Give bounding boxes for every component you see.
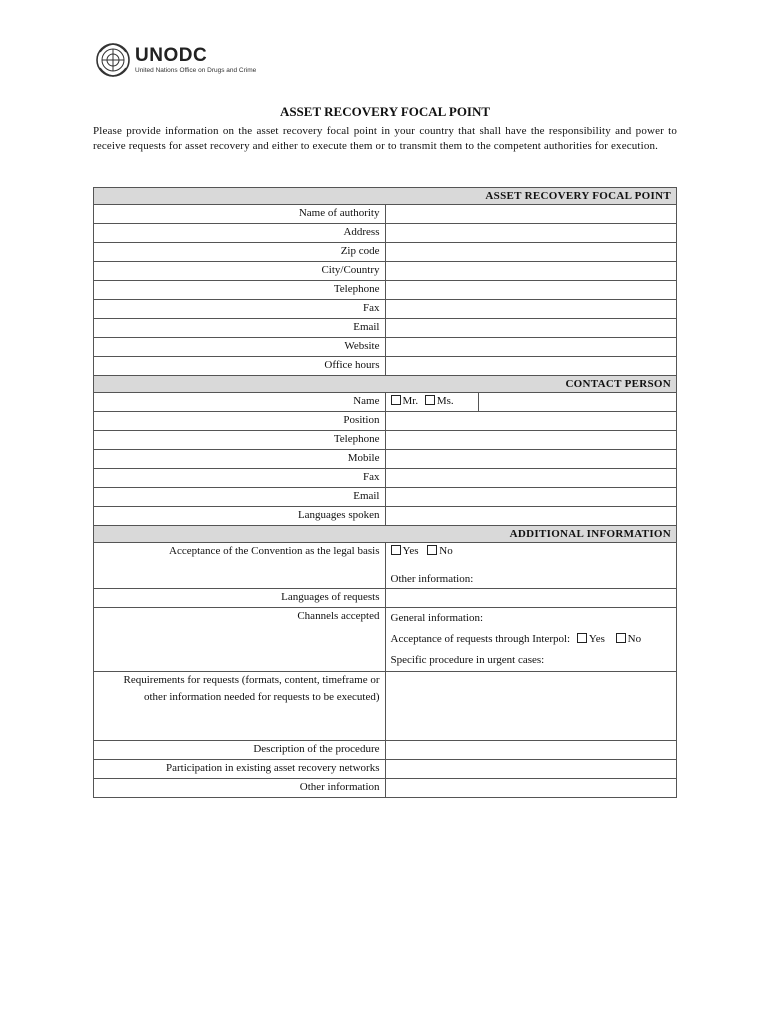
form-row bbox=[94, 450, 677, 469]
field-label: Email bbox=[94, 488, 386, 507]
address-field[interactable] bbox=[385, 224, 677, 243]
field-label: Participation in existing asset recovery networks bbox=[94, 760, 386, 779]
name-of-authority-field[interactable] bbox=[385, 205, 677, 224]
contact-fax-field[interactable] bbox=[385, 469, 677, 488]
field-label: Website bbox=[94, 338, 386, 357]
acceptance-options bbox=[391, 543, 672, 560]
mr-label: Mr. bbox=[402, 395, 419, 407]
field-label: Position bbox=[94, 412, 386, 431]
form-row bbox=[94, 543, 677, 589]
ms-checkbox[interactable] bbox=[425, 395, 435, 405]
form-row bbox=[94, 412, 677, 431]
telephone-field[interactable] bbox=[385, 281, 677, 300]
field-label: Acceptance of the Convention as the legal basis bbox=[94, 543, 386, 589]
document-title: ASSET RECOVERY FOCAL POINT bbox=[279, 104, 491, 119]
form-row bbox=[94, 589, 677, 608]
field-label: Office hours bbox=[94, 357, 386, 376]
form-row bbox=[94, 319, 677, 338]
section-header-contact-person: CONTACT PERSON bbox=[94, 376, 677, 393]
form-row bbox=[94, 243, 677, 262]
field-label: Email bbox=[94, 319, 386, 338]
contact-email-field[interactable] bbox=[385, 488, 677, 507]
interpol-no-checkbox[interactable] bbox=[616, 633, 626, 643]
channels-cell bbox=[385, 608, 677, 672]
form-row bbox=[94, 393, 677, 412]
city-country-field[interactable] bbox=[385, 262, 677, 281]
section-header-additional-information: ADDITIONAL INFORMATION bbox=[94, 526, 677, 543]
contact-name-cell bbox=[385, 393, 677, 412]
un-emblem-icon bbox=[95, 42, 131, 78]
field-label: Telephone bbox=[94, 431, 386, 450]
focal-point-form bbox=[93, 187, 677, 798]
form-row bbox=[94, 300, 677, 319]
yes-label: Yes bbox=[402, 545, 419, 557]
form-row bbox=[94, 741, 677, 760]
contact-telephone-field[interactable] bbox=[385, 431, 677, 450]
form-row bbox=[94, 357, 677, 376]
yes-label: Yes bbox=[588, 633, 605, 645]
field-label: Name of authority bbox=[94, 205, 386, 224]
field-label: Fax bbox=[94, 469, 386, 488]
languages-of-requests-field[interactable] bbox=[385, 589, 677, 608]
form-row bbox=[94, 672, 677, 741]
unodc-logo bbox=[95, 42, 256, 78]
office-hours-field[interactable] bbox=[385, 357, 677, 376]
interpol-line bbox=[391, 629, 672, 650]
field-label: Zip code bbox=[94, 243, 386, 262]
form-row bbox=[94, 507, 677, 526]
org-subtitle: United Nations Office on Drugs and Crime bbox=[135, 66, 257, 74]
fax-field[interactable] bbox=[385, 300, 677, 319]
form-row bbox=[94, 338, 677, 357]
other-information-label: Other information: bbox=[390, 573, 474, 585]
form-row bbox=[94, 488, 677, 507]
form-row bbox=[94, 205, 677, 224]
zip-code-field[interactable] bbox=[385, 243, 677, 262]
form-row bbox=[94, 281, 677, 300]
requirements-field[interactable] bbox=[385, 672, 677, 741]
form-row bbox=[94, 224, 677, 243]
acceptance-yes-checkbox[interactable] bbox=[391, 545, 401, 555]
email-field[interactable] bbox=[385, 319, 677, 338]
field-label: Other information bbox=[94, 779, 386, 798]
specific-procedure-label: Specific procedure in urgent cases: bbox=[390, 654, 545, 666]
interpol-label: Acceptance of requests through Interpol: bbox=[390, 633, 571, 645]
ms-label: Ms. bbox=[436, 395, 454, 407]
form-row bbox=[94, 469, 677, 488]
description-field[interactable] bbox=[385, 741, 677, 760]
field-label: Address bbox=[94, 224, 386, 243]
org-name: UNODC bbox=[135, 44, 208, 66]
field-label: Channels accepted bbox=[94, 608, 386, 672]
participation-field[interactable] bbox=[385, 760, 677, 779]
field-label: Description of the procedure bbox=[94, 741, 386, 760]
salutation-group bbox=[391, 393, 479, 411]
contact-name-field[interactable] bbox=[479, 393, 677, 411]
form-row bbox=[94, 608, 677, 672]
field-label: Requirements for requests (formats, content, timeframe or other information needed for requests to be executed) bbox=[94, 672, 386, 741]
acceptance-cell bbox=[385, 543, 677, 589]
no-label: No bbox=[627, 633, 642, 645]
field-label: City/Country bbox=[94, 262, 386, 281]
field-label: Languages of requests bbox=[94, 589, 386, 608]
form-row bbox=[94, 779, 677, 798]
field-label: Mobile bbox=[94, 450, 386, 469]
field-label: Telephone bbox=[94, 281, 386, 300]
other-information-field[interactable] bbox=[385, 779, 677, 798]
section-header-focal-point: ASSET RECOVERY FOCAL POINT bbox=[94, 188, 677, 205]
form-row bbox=[94, 760, 677, 779]
mobile-field[interactable] bbox=[385, 450, 677, 469]
position-field[interactable] bbox=[385, 412, 677, 431]
form-row bbox=[94, 262, 677, 281]
field-label: Name bbox=[94, 393, 386, 412]
interpol-yes-checkbox[interactable] bbox=[577, 633, 587, 643]
field-label: Languages spoken bbox=[94, 507, 386, 526]
intro-paragraph: Please provide information on the asset recovery focal point in your country that shall have the responsibility and power to receive requests for asset recovery and either to execute them or to transmit them to the competent authorities for execution. bbox=[93, 125, 677, 152]
website-field[interactable] bbox=[385, 338, 677, 357]
acceptance-no-checkbox[interactable] bbox=[427, 545, 437, 555]
no-label: No bbox=[439, 545, 453, 557]
languages-spoken-field[interactable] bbox=[385, 507, 677, 526]
form-row bbox=[94, 431, 677, 450]
general-information-label: General information: bbox=[390, 612, 484, 624]
field-label: Fax bbox=[94, 300, 386, 319]
mr-checkbox[interactable] bbox=[391, 395, 401, 405]
